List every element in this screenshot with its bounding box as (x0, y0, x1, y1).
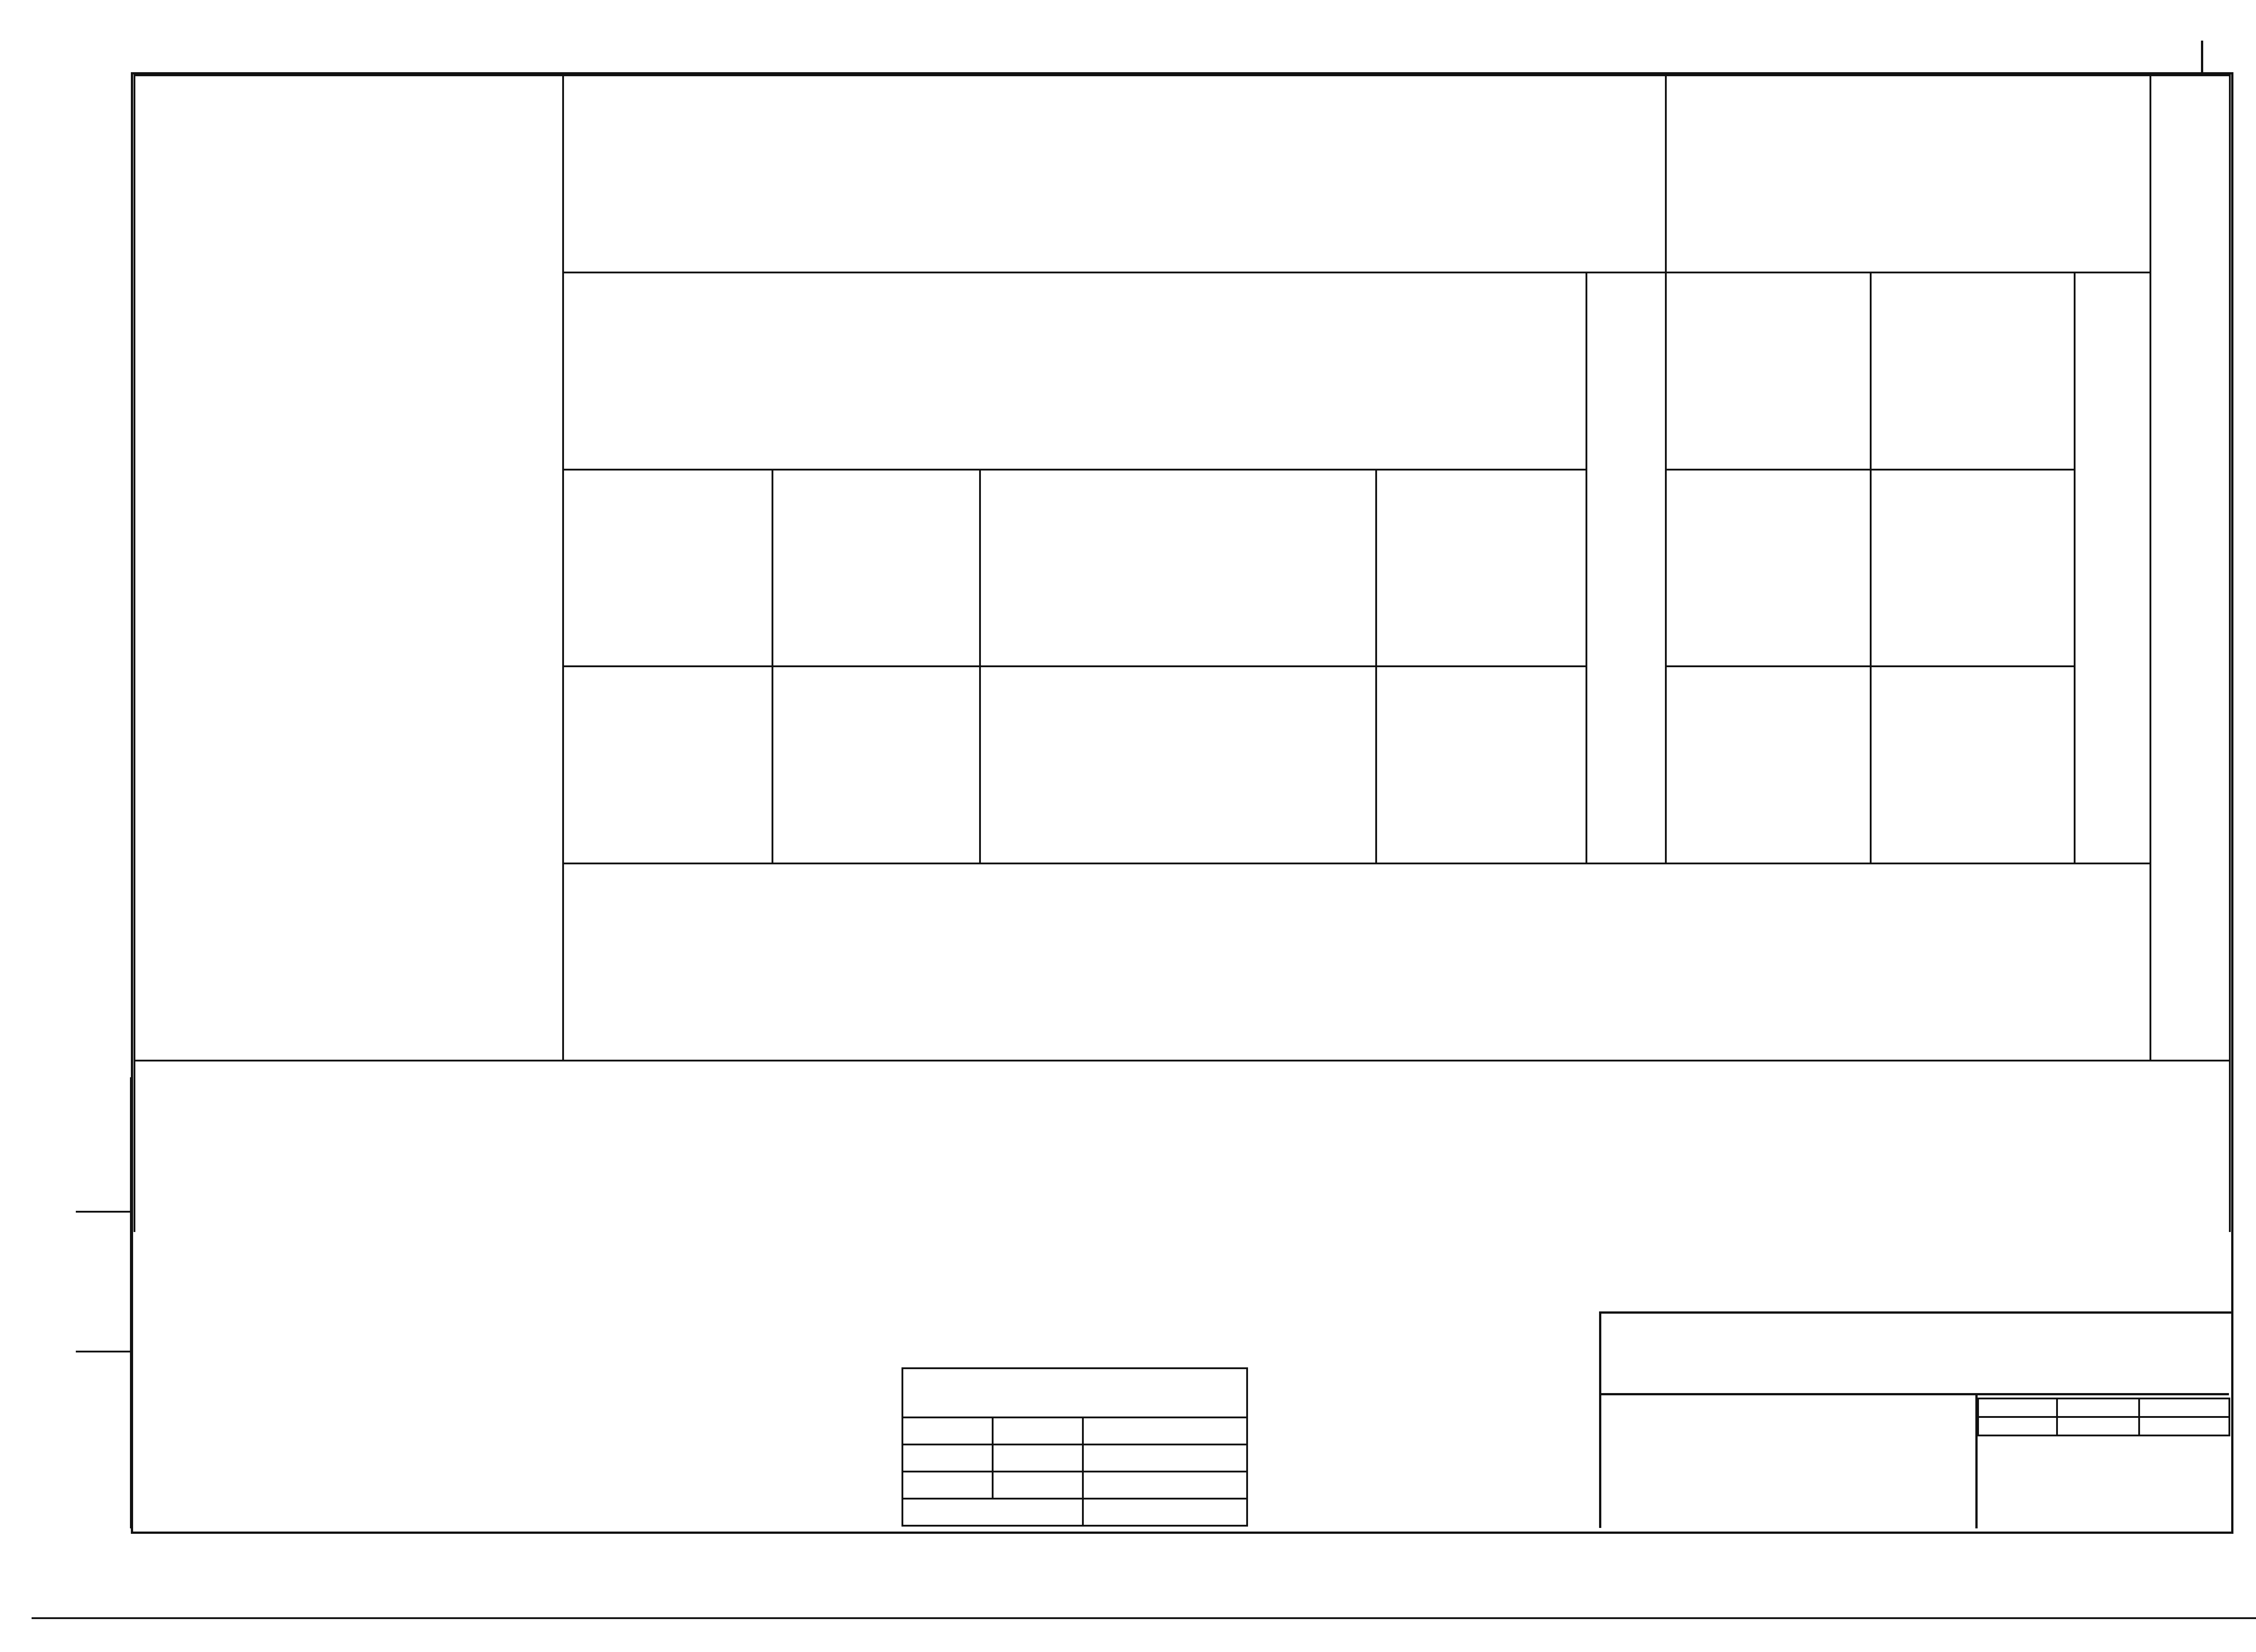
privyazan-cell (902, 1444, 993, 1472)
stamp-list-label (2057, 1398, 2139, 1417)
side-stamp-column (76, 1077, 132, 1528)
privyazan-cell (993, 1444, 1083, 1472)
inv-no-label (902, 1499, 1083, 1526)
side-stamp-vzam (76, 1077, 130, 1213)
privyazan-table (901, 1367, 1248, 1527)
privyazan-label (902, 1368, 1247, 1417)
privyazan-cell (1083, 1417, 1247, 1444)
header-a3 (1376, 470, 1586, 667)
stamp-list-value (2057, 1417, 2139, 1435)
stamp-sheet-info (1977, 1398, 2230, 1436)
signature-table (1252, 1311, 1599, 1526)
stamp-listov-label (2139, 1398, 2229, 1417)
header-marka (134, 75, 563, 1061)
side-stamp-podpis (76, 1213, 130, 1352)
steel-table-blank-row (134, 1061, 2230, 1232)
stamp-stadiya-value (1978, 1417, 2057, 1435)
privyazan-cell (1083, 1499, 1247, 1526)
privyazan-cell (993, 1417, 1083, 1444)
steel-table (134, 74, 2231, 1232)
header-bp1 (563, 470, 772, 667)
header-gost-a2 (1666, 666, 1870, 863)
header-izd-arm (563, 75, 1666, 272)
header-gost-bp (563, 666, 772, 863)
header-gost-pr (1871, 666, 2075, 863)
privyazan-cell (1083, 1444, 1247, 1472)
privyazan-cell (902, 1417, 993, 1444)
header-izd-zakl (1666, 75, 2150, 272)
header-vst3 (1871, 470, 2075, 667)
header-vsego-zakl (2075, 272, 2150, 863)
header-gost-ac2 (980, 666, 1377, 863)
header-arm-klassa (563, 272, 1586, 470)
privyazan-cell (993, 1472, 1083, 1499)
privyazan-cell (1083, 1472, 1247, 1499)
privyazan-cell (902, 1472, 993, 1499)
header-a1 (772, 470, 980, 667)
header-ac2 (980, 470, 1377, 667)
header-a2 (1666, 470, 1870, 667)
header-gost-a1 (772, 666, 980, 863)
trim-line (32, 1617, 2256, 1619)
header-gost-a3 (1376, 666, 1586, 863)
header-arm-klassa-zakl (1666, 272, 1870, 470)
stamp-stadiya-label (1978, 1398, 2057, 1417)
header-obshchiy (2150, 75, 2230, 1061)
stamp-listov-value (2139, 1417, 2229, 1435)
header-prokat (1871, 272, 2075, 470)
stamp-code-divider (1599, 1393, 2229, 1395)
side-stamp-inv-podl (76, 1352, 130, 1528)
page-number-tick (2201, 41, 2203, 74)
header-vsego (1586, 272, 1666, 863)
